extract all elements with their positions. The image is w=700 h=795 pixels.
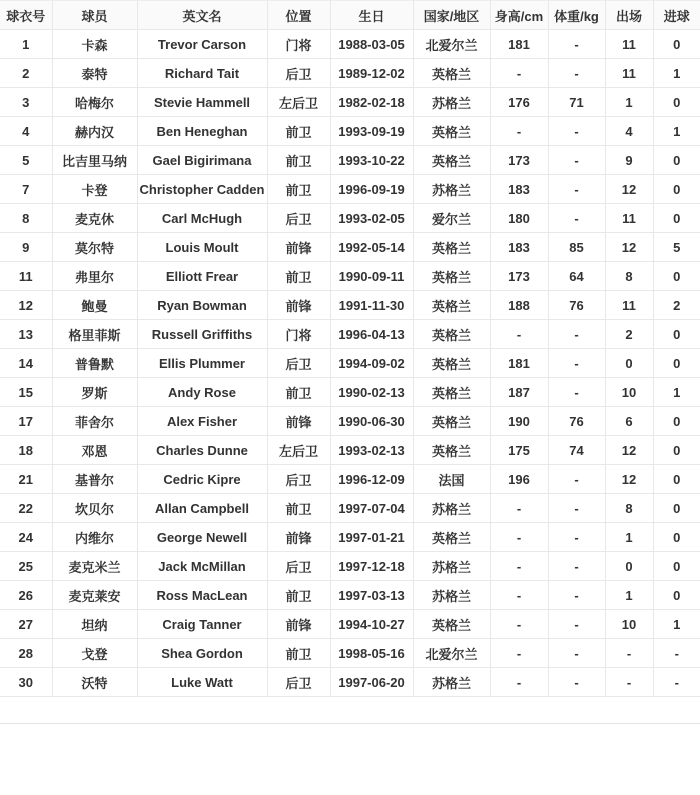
cell-birthday: 1997-03-13 — [330, 581, 413, 610]
cell-birthday: 1990-02-13 — [330, 378, 413, 407]
cell-appearances: - — [605, 639, 653, 668]
cell-weight: - — [548, 204, 605, 233]
cell-english-name: Carl McHugh — [137, 204, 267, 233]
cell-country: 苏格兰 — [413, 88, 490, 117]
cell-goals: 1 — [653, 610, 700, 639]
cell-country: 英格兰 — [413, 320, 490, 349]
cell-player-name: 基普尔 — [52, 465, 137, 494]
cell-appearances: 10 — [605, 610, 653, 639]
cell-birthday: 1982-02-18 — [330, 88, 413, 117]
cell-weight: - — [548, 175, 605, 204]
cell-weight: 76 — [548, 407, 605, 436]
cell-country: 苏格兰 — [413, 494, 490, 523]
cell-english-name: Richard Tait — [137, 59, 267, 88]
cell-position: 左后卫 — [267, 88, 330, 117]
cell-height: - — [490, 639, 548, 668]
cell-weight: - — [548, 639, 605, 668]
cell-height: - — [490, 494, 548, 523]
cell-player-name: 鲍曼 — [52, 291, 137, 320]
cell-english-name: Craig Tanner — [137, 610, 267, 639]
cell-english-name: Jack McMillan — [137, 552, 267, 581]
cell-height: - — [490, 523, 548, 552]
cell-english-name: Russell Griffiths — [137, 320, 267, 349]
cell-player-name: 罗斯 — [52, 378, 137, 407]
cell-country: 英格兰 — [413, 523, 490, 552]
cell-goals: 0 — [653, 349, 700, 378]
table-row — [0, 523, 700, 552]
column-header-appearances: 出场 — [605, 1, 653, 30]
cell-jersey-number: 21 — [0, 465, 52, 494]
cell-english-name: Gael Bigirimana — [137, 146, 267, 175]
cell-goals: 5 — [653, 233, 700, 262]
cell-player-name: 格里菲斯 — [52, 320, 137, 349]
cell-jersey-number: 25 — [0, 552, 52, 581]
cell-appearances: 12 — [605, 465, 653, 494]
table-row — [0, 204, 700, 233]
cell-birthday: 1994-09-02 — [330, 349, 413, 378]
cell-position: 前卫 — [267, 581, 330, 610]
column-header-height: 身高/cm — [490, 1, 548, 30]
cell-appearances: 11 — [605, 291, 653, 320]
cell-english-name: Alex Fisher — [137, 407, 267, 436]
cell-birthday: 1991-11-30 — [330, 291, 413, 320]
cell-jersey-number: 17 — [0, 407, 52, 436]
cell-country: 英格兰 — [413, 117, 490, 146]
cell-height: 188 — [490, 291, 548, 320]
cell-birthday: 1993-10-22 — [330, 146, 413, 175]
cell-position: 后卫 — [267, 668, 330, 697]
cell-weight: 74 — [548, 436, 605, 465]
cell-country: 英格兰 — [413, 436, 490, 465]
table-row — [0, 233, 700, 262]
cell-country: 爱尔兰 — [413, 204, 490, 233]
cell-goals: 0 — [653, 88, 700, 117]
cell-player-name: 坎贝尔 — [52, 494, 137, 523]
cell-goals: 0 — [653, 436, 700, 465]
cell-english-name: Louis Moult — [137, 233, 267, 262]
cell-height: - — [490, 552, 548, 581]
cell-birthday: 1988-03-05 — [330, 30, 413, 59]
cell-birthday: 1992-05-14 — [330, 233, 413, 262]
cell-birthday: 1997-01-21 — [330, 523, 413, 552]
cell-jersey-number: 22 — [0, 494, 52, 523]
cell-country: 英格兰 — [413, 349, 490, 378]
cell-weight: - — [548, 552, 605, 581]
cell-player-name: 赫内汉 — [52, 117, 137, 146]
table-row — [0, 88, 700, 117]
cell-position: 前卫 — [267, 146, 330, 175]
cell-player-name: 内维尔 — [52, 523, 137, 552]
cell-country: 英格兰 — [413, 146, 490, 175]
cell-goals: 0 — [653, 407, 700, 436]
cell-country: 英格兰 — [413, 291, 490, 320]
cell-weight: - — [548, 494, 605, 523]
table-row — [0, 639, 700, 668]
cell-goals: 0 — [653, 552, 700, 581]
cell-player-name: 莫尔特 — [52, 233, 137, 262]
cell-birthday: 1990-06-30 — [330, 407, 413, 436]
cell-jersey-number: 15 — [0, 378, 52, 407]
cell-birthday: 1990-09-11 — [330, 262, 413, 291]
cell-english-name: Shea Gordon — [137, 639, 267, 668]
cell-player-name: 哈梅尔 — [52, 88, 137, 117]
table-row — [0, 30, 700, 59]
cell-goals: 0 — [653, 320, 700, 349]
cell-goals: 1 — [653, 378, 700, 407]
cell-appearances: 8 — [605, 494, 653, 523]
cell-weight: 71 — [548, 88, 605, 117]
cell-jersey-number: 18 — [0, 436, 52, 465]
cell-jersey-number: 28 — [0, 639, 52, 668]
cell-height: - — [490, 320, 548, 349]
cell-position: 前锋 — [267, 291, 330, 320]
cell-english-name: Elliott Frear — [137, 262, 267, 291]
cell-height: 180 — [490, 204, 548, 233]
column-header-english-name: 英文名 — [137, 1, 267, 30]
cell-height: - — [490, 668, 548, 697]
cell-country: 英格兰 — [413, 378, 490, 407]
cell-goals: 1 — [653, 117, 700, 146]
cell-birthday: 1993-02-05 — [330, 204, 413, 233]
cell-player-name: 菲舍尔 — [52, 407, 137, 436]
table-row — [0, 494, 700, 523]
cell-appearances: 11 — [605, 59, 653, 88]
cell-english-name: Ellis Plummer — [137, 349, 267, 378]
cell-position: 前卫 — [267, 175, 330, 204]
table-header-row — [0, 1, 700, 30]
column-header-goals: 进球 — [653, 1, 700, 30]
cell-appearances: 0 — [605, 349, 653, 378]
cell-jersey-number: 7 — [0, 175, 52, 204]
cell-appearances: 1 — [605, 88, 653, 117]
cell-weight: - — [548, 30, 605, 59]
cell-appearances: 9 — [605, 146, 653, 175]
cell-english-name: George Newell — [137, 523, 267, 552]
table-row — [0, 117, 700, 146]
cell-position: 前锋 — [267, 523, 330, 552]
cell-country: 英格兰 — [413, 59, 490, 88]
cell-appearances: 10 — [605, 378, 653, 407]
cell-player-name: 普鲁默 — [52, 349, 137, 378]
cell-country: 法国 — [413, 465, 490, 494]
cell-position: 前卫 — [267, 639, 330, 668]
cell-position: 前卫 — [267, 378, 330, 407]
table-row — [0, 465, 700, 494]
cell-position: 前卫 — [267, 262, 330, 291]
cell-english-name: Cedric Kipre — [137, 465, 267, 494]
table-row — [0, 378, 700, 407]
cell-birthday: 1997-07-04 — [330, 494, 413, 523]
cell-english-name: Trevor Carson — [137, 30, 267, 59]
column-header-jersey-number: 球衣号 — [0, 1, 52, 30]
cell-position: 后卫 — [267, 552, 330, 581]
cell-player-name: 卡森 — [52, 30, 137, 59]
cell-appearances: 8 — [605, 262, 653, 291]
cell-position: 门将 — [267, 30, 330, 59]
cell-english-name: Ross MacLean — [137, 581, 267, 610]
cell-jersey-number: 27 — [0, 610, 52, 639]
cell-jersey-number: 26 — [0, 581, 52, 610]
cell-player-name: 弗里尔 — [52, 262, 137, 291]
cell-country: 北爱尔兰 — [413, 30, 490, 59]
cell-height: 183 — [490, 233, 548, 262]
cell-goals: 0 — [653, 262, 700, 291]
cell-appearances: 0 — [605, 552, 653, 581]
column-header-birthday: 生日 — [330, 1, 413, 30]
table-row — [0, 291, 700, 320]
cell-position: 前锋 — [267, 407, 330, 436]
cell-birthday: 1997-12-18 — [330, 552, 413, 581]
column-header-player-name: 球员 — [52, 1, 137, 30]
cell-goals: 0 — [653, 494, 700, 523]
cell-jersey-number: 11 — [0, 262, 52, 291]
cell-country: 苏格兰 — [413, 668, 490, 697]
cell-birthday: 1993-02-13 — [330, 436, 413, 465]
cell-player-name: 麦克米兰 — [52, 552, 137, 581]
cell-player-name: 麦克休 — [52, 204, 137, 233]
cell-goals: 2 — [653, 291, 700, 320]
cell-height: 187 — [490, 378, 548, 407]
cell-height: 173 — [490, 146, 548, 175]
cell-appearances: 12 — [605, 175, 653, 204]
cell-appearances: 1 — [605, 523, 653, 552]
table-row — [0, 668, 700, 697]
column-header-position: 位置 — [267, 1, 330, 30]
cell-weight: - — [548, 59, 605, 88]
cell-birthday: 1993-09-19 — [330, 117, 413, 146]
cell-jersey-number: 8 — [0, 204, 52, 233]
cell-goals: 0 — [653, 30, 700, 59]
cell-country: 英格兰 — [413, 610, 490, 639]
cell-english-name: Charles Dunne — [137, 436, 267, 465]
cell-position: 后卫 — [267, 204, 330, 233]
table-row — [0, 175, 700, 204]
cell-english-name: Allan Campbell — [137, 494, 267, 523]
table-row — [0, 552, 700, 581]
cell-jersey-number: 30 — [0, 668, 52, 697]
cell-position: 左后卫 — [267, 436, 330, 465]
cell-english-name: Christopher Cadden — [137, 175, 267, 204]
cell-position: 前锋 — [267, 233, 330, 262]
table-row — [0, 262, 700, 291]
cell-english-name: Stevie Hammell — [137, 88, 267, 117]
cell-height: 173 — [490, 262, 548, 291]
cell-weight: - — [548, 378, 605, 407]
cell-weight: - — [548, 581, 605, 610]
table-row — [0, 146, 700, 175]
cell-height: 181 — [490, 30, 548, 59]
cell-weight: 85 — [548, 233, 605, 262]
cell-birthday: 1998-05-16 — [330, 639, 413, 668]
cell-player-name: 泰特 — [52, 59, 137, 88]
cell-country: 北爱尔兰 — [413, 639, 490, 668]
column-header-country: 国家/地区 — [413, 1, 490, 30]
cell-english-name: Ryan Bowman — [137, 291, 267, 320]
cell-jersey-number: 3 — [0, 88, 52, 117]
table-row — [0, 581, 700, 610]
cell-position: 前锋 — [267, 610, 330, 639]
player-table-body — [0, 30, 700, 697]
column-header-weight: 体重/kg — [548, 1, 605, 30]
cell-appearances: 1 — [605, 581, 653, 610]
cell-height: - — [490, 117, 548, 146]
cell-height: 196 — [490, 465, 548, 494]
cell-player-name: 麦克莱安 — [52, 581, 137, 610]
cell-weight: 64 — [548, 262, 605, 291]
cell-player-name: 比吉里马纳 — [52, 146, 137, 175]
cell-weight: - — [548, 349, 605, 378]
cell-jersey-number: 12 — [0, 291, 52, 320]
cell-player-name: 沃特 — [52, 668, 137, 697]
table-row — [0, 407, 700, 436]
cell-birthday: 1989-12-02 — [330, 59, 413, 88]
cell-jersey-number: 13 — [0, 320, 52, 349]
cell-goals: 0 — [653, 465, 700, 494]
cell-appearances: 11 — [605, 204, 653, 233]
cell-player-name: 坦纳 — [52, 610, 137, 639]
cell-appearances: 12 — [605, 233, 653, 262]
cell-appearances: 4 — [605, 117, 653, 146]
cell-height: 183 — [490, 175, 548, 204]
cell-position: 后卫 — [267, 349, 330, 378]
cell-goals: 0 — [653, 204, 700, 233]
cell-weight: - — [548, 320, 605, 349]
cell-jersey-number: 2 — [0, 59, 52, 88]
cell-player-name: 戈登 — [52, 639, 137, 668]
cell-country: 英格兰 — [413, 262, 490, 291]
cell-birthday: 1997-06-20 — [330, 668, 413, 697]
cell-birthday: 1994-10-27 — [330, 610, 413, 639]
cell-goals: 0 — [653, 175, 700, 204]
table-row — [0, 436, 700, 465]
cell-english-name: Andy Rose — [137, 378, 267, 407]
cell-country: 苏格兰 — [413, 581, 490, 610]
cell-appearances: 11 — [605, 30, 653, 59]
table-header — [0, 1, 700, 30]
cell-weight: - — [548, 523, 605, 552]
cell-english-name: Luke Watt — [137, 668, 267, 697]
cell-english-name: Ben Heneghan — [137, 117, 267, 146]
cell-goals: - — [653, 668, 700, 697]
cell-height: - — [490, 610, 548, 639]
cell-position: 前卫 — [267, 494, 330, 523]
cell-appearances: - — [605, 668, 653, 697]
cell-height: 181 — [490, 349, 548, 378]
cell-goals: 1 — [653, 59, 700, 88]
cell-height: - — [490, 59, 548, 88]
cell-weight: - — [548, 117, 605, 146]
cell-goals: - — [653, 639, 700, 668]
cell-goals: 0 — [653, 581, 700, 610]
cell-position: 后卫 — [267, 59, 330, 88]
cell-height: 190 — [490, 407, 548, 436]
cell-jersey-number: 4 — [0, 117, 52, 146]
cell-goals: 0 — [653, 146, 700, 175]
cell-birthday: 1996-09-19 — [330, 175, 413, 204]
cell-country: 英格兰 — [413, 407, 490, 436]
cell-position: 后卫 — [267, 465, 330, 494]
cell-jersey-number: 24 — [0, 523, 52, 552]
cell-player-name: 卡登 — [52, 175, 137, 204]
cell-height: 176 — [490, 88, 548, 117]
cell-player-name: 邓恩 — [52, 436, 137, 465]
cell-jersey-number: 5 — [0, 146, 52, 175]
cell-jersey-number: 1 — [0, 30, 52, 59]
cell-appearances: 12 — [605, 436, 653, 465]
cell-jersey-number: 9 — [0, 233, 52, 262]
cell-country: 英格兰 — [413, 233, 490, 262]
cell-weight: - — [548, 668, 605, 697]
cell-height: - — [490, 581, 548, 610]
cell-position: 前卫 — [267, 117, 330, 146]
cell-weight: - — [548, 465, 605, 494]
cell-birthday: 1996-12-09 — [330, 465, 413, 494]
cell-position: 门将 — [267, 320, 330, 349]
table-row — [0, 320, 700, 349]
cell-appearances: 6 — [605, 407, 653, 436]
cell-jersey-number: 14 — [0, 349, 52, 378]
cell-weight: - — [548, 610, 605, 639]
table-row — [0, 349, 700, 378]
cell-country: 苏格兰 — [413, 552, 490, 581]
cell-birthday: 1996-04-13 — [330, 320, 413, 349]
cell-weight: 76 — [548, 291, 605, 320]
table-row — [0, 610, 700, 639]
cell-country: 苏格兰 — [413, 175, 490, 204]
table-row — [0, 59, 700, 88]
table-footer-divider — [0, 697, 700, 724]
cell-weight: - — [548, 146, 605, 175]
cell-height: 175 — [490, 436, 548, 465]
cell-goals: 0 — [653, 523, 700, 552]
cell-appearances: 2 — [605, 320, 653, 349]
